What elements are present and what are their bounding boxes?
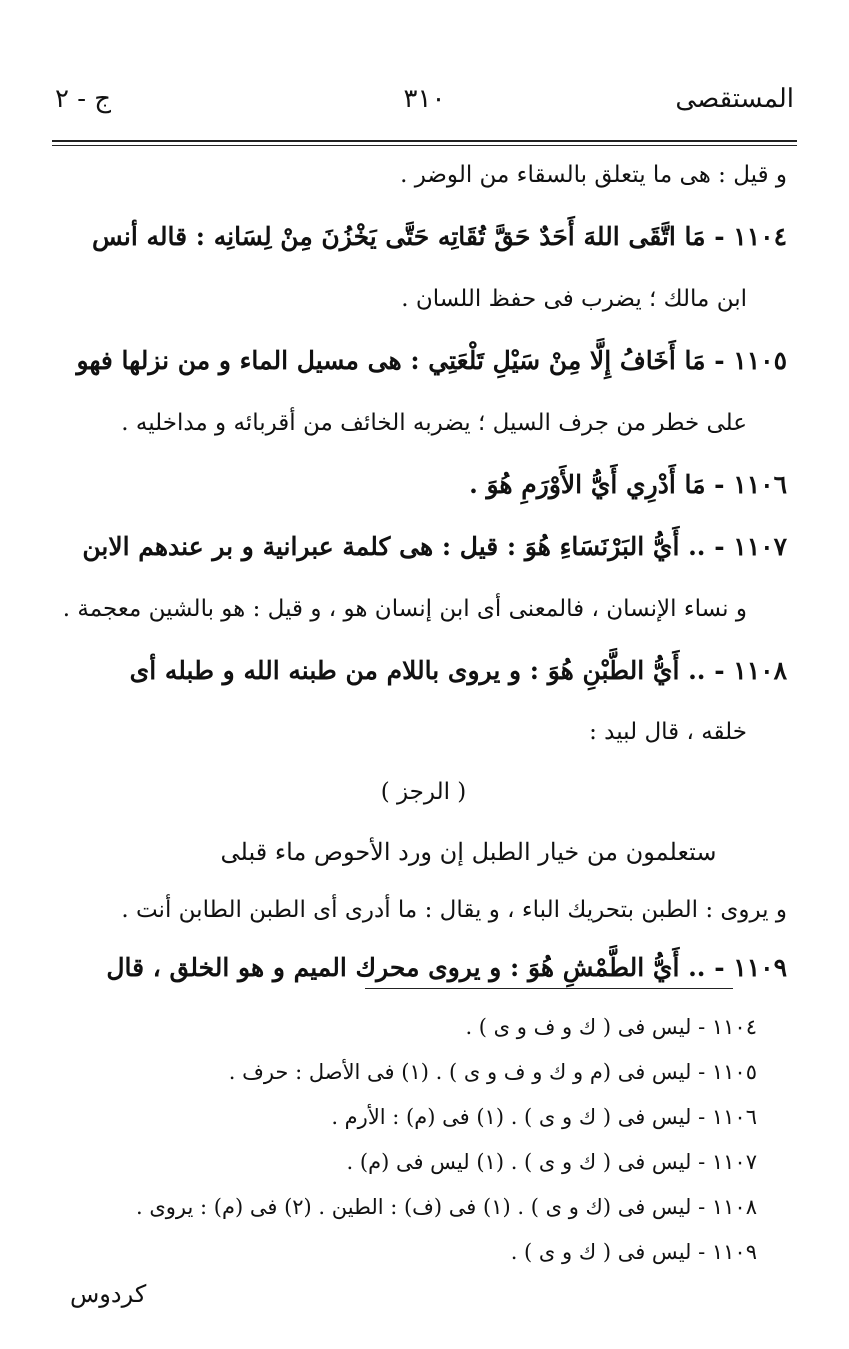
entry-1106: ١١٠٦ - مَا أَدْرِي أَيُّ الأَوْرَمِ هُوَ . [469, 470, 787, 499]
footnote: ١١٠٨ - ليس فى (ك و ى ) . (١) فى (ف) : الطين . (٢) فى (م) : يروى . [136, 1195, 757, 1219]
text-line: خلقه ، قال لبيد : [589, 719, 747, 745]
text-line: و يروى : الطبن بتحريك الباء ، و يقال : ما أدرى أى الطبن الطابن أنت . [121, 897, 787, 923]
text-line: على خطر من جرف السيل ؛ يضربه الخائف من أقربائه و مداخليه . [121, 410, 747, 436]
text-line: و نساء الإنسان ، فالمعنى أى ابن إنسان هو ، و قيل : هو بالشين معجمة . [62, 596, 747, 622]
entry-1109: ١١٠٩ - .. أَيُّ الطَّمْشِ هُوَ : و يروى محرك الميم و هو الخلق ، قال [106, 953, 787, 982]
main-text [60, 150, 787, 998]
book-title: المستقصى [675, 84, 794, 114]
page-header [55, 84, 794, 128]
entry-1107: ١١٠٧ - .. أَيُّ البَرْنَسَاءِ هُوَ : قيل : هى كلمة عبرانية و بر عندهم الابن [82, 532, 787, 561]
footnote: ١١٠٦ - ليس فى ( ك و ى ) . (١) فى (م) : الأرم . [331, 1105, 757, 1129]
footnote: ١١٠٤ - ليس فى ( ك و ف و ى ) . [465, 1015, 757, 1039]
entry-1108: ١١٠٨ - .. أَيُّ الطَّبْنِ هُوَ : و يروى باللام من طبنه الله و طبله أى [129, 656, 787, 685]
page-number: ٣١٠ [403, 84, 446, 114]
meter-label: ( الرجز ) [380, 779, 467, 805]
footnote: ١١٠٧ - ليس فى ( ك و ى ) . (١) ليس فى (م) . [346, 1150, 757, 1174]
text-line: و قيل : هى ما يتعلق بالسقاء من الوضر . [400, 162, 787, 188]
footnote: ١١٠٥ - ليس فى (م و ك و ف و ى ) . (١) فى الأصل : حرف . [228, 1060, 757, 1084]
footnote-rule [365, 988, 733, 989]
entry-1105: ١١٠٥ - مَا أَخَافُ إِلَّا مِنْ سَيْلِ تَلْعَتِي : هى مسيل الماء و من نزلها فهو [76, 346, 787, 375]
signature: كردوس [70, 1280, 147, 1308]
poetry-verse: ستعلمون من خيار الطبل إن ورد الأحوص ماء قبلى [220, 838, 717, 866]
header-rule [52, 140, 797, 146]
volume-label: ج - ٢ [55, 84, 112, 114]
footnotes [60, 1005, 757, 1275]
entry-1104: ١١٠٤ - مَا اتَّقَى اللهَ أَحَدٌ حَقَّ تُقَاتِه حَتَّى يَخْزُنَ مِنْ لِسَانِه : قاله أنس [92, 222, 787, 251]
text-line: ابن مالك ؛ يضرب فى حفظ اللسان . [401, 286, 747, 312]
footnote: ١١٠٩ - ليس فى ( ك و ى ) . [510, 1240, 757, 1264]
